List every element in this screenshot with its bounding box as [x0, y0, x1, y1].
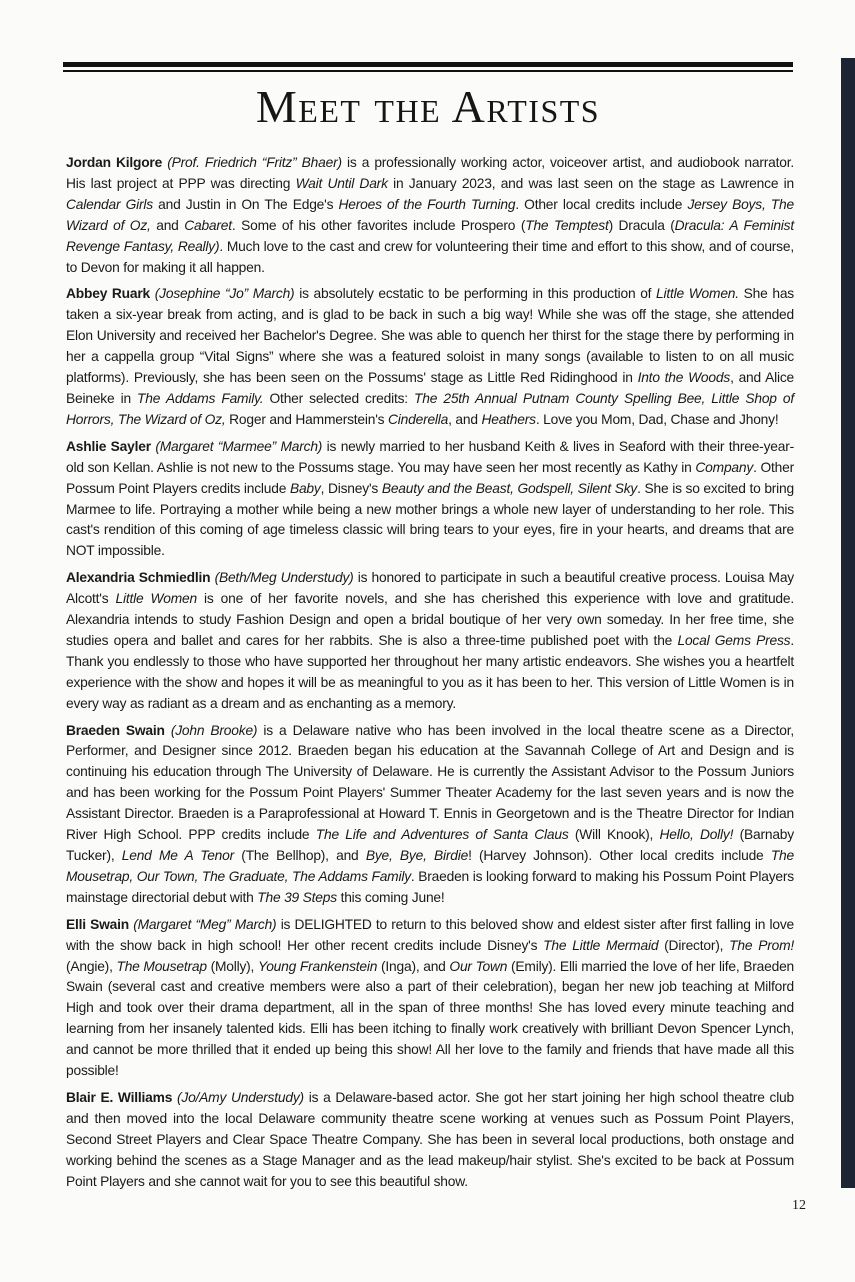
bio-text-run: She has taken a six-year break from acting, and is glad to be back in such a big way! While she was off the stage, she attended Elon University and received her Bachelor's Degree. She was able to quench her thirst for the stage there by performing in her a cappella group “Vital Signs” where she was a featured soloist in many songs (available to listen to on all music platforms). Previously, she has been seen on the Possums' stage as Little Red Ridinghood in [66, 286, 794, 386]
bio-text [66, 286, 794, 426]
bio-text-run: . Thank you endlessly to those who have supported her throughout her many artistic endeavors. She wishes you a heartfelt experience with the show and hopes it will be as meaningful to you as it has been to her. This version of Little Women is in every way as radiant as a dream and as enchanting as a memory. [66, 632, 794, 711]
bio-text-run: (Will Knook), [568, 827, 660, 843]
artist-name: Ashlie Sayler [66, 438, 151, 454]
bio-title-italic: Our Town [449, 958, 508, 974]
artist-role: (John Brooke) [170, 722, 258, 738]
bio-title-italic: The Addams Family. [137, 390, 264, 406]
bio-text-run: is newly married to her husband Keith & lives in Seaford with their three-year-old son Kellan. Ashlie is not new to the Possums stage. You may have seen her most recently as Kathy in [66, 438, 794, 475]
bio-text-run: (Molly), [206, 958, 258, 974]
bio-text-run: (The Bellhop), and [234, 848, 366, 863]
bio-text-run: (Director), [658, 937, 730, 953]
bio-title-italic: The Temptest [525, 217, 609, 233]
bio-text-run: ) Dracula ( [608, 217, 675, 233]
bio-text-run: Roger and Hammerstein's [225, 411, 389, 427]
bio-text-run: ! (Harvey Johnson). Other local credits include [468, 848, 771, 863]
bio-title-italic: Cinderella [388, 411, 449, 427]
bio-text-run: is a Delaware-based actor. She got her start joining her high school theatre club and then moved into the local Delaware community theatre scene working at venues such as Possum Point Players, Second Street Players and Clear Space Theatre Company. She has been in several local productions, both onstage and working behind the scenes as a Stage Manager and as the lead makeup/hair stylist. She's excited to be back at Possum Point Players and she cannot wait for you to see this beautiful show. [66, 1089, 795, 1189]
top-rule-thick [63, 62, 793, 67]
bio-title-italic: The 25th Annual Putnam County Spelling Bee, Little Shop of Horrors, The Wizard of Oz, [66, 390, 794, 427]
artist-role: (Beth/Meg Understudy) [214, 570, 354, 586]
artist-role: (Jo/Amy Understudy) [176, 1089, 304, 1105]
bio-alexandria-schmiedlin [66, 568, 794, 714]
bio-title-italic: The Mousetrap [116, 958, 207, 974]
bio-title-italic: Heroes of the Fourth Turning [338, 196, 516, 212]
bio-title-italic: Beauty and the Beast, Godspell, Silent Sky [381, 480, 638, 496]
bio-text [66, 1090, 794, 1189]
bio-text-run: . Braeden is looking forward to making his Possum Point Players mainstage directorial debut with [66, 868, 794, 905]
bio-title-italic: The Life and Adventures of Santa Claus [315, 827, 569, 843]
bio-abbey-ruark [66, 284, 794, 430]
bio-text-run: (Angie), [66, 958, 117, 974]
bio-text [66, 570, 794, 710]
bio-text-run: is a professionally working actor, voiceover artist, and audiobook narrator. His last project at PPP was directing [66, 155, 794, 191]
bio-text-run: . She is so excited to bring Marmee to life. Portraying a mother while being a new mother brings a whole new layer of understanding to her role. This cast's rendition of this coming of age timeless classic will bring tears to your eyes, fire in your hearts, and dreams that are NOT impossible. [66, 480, 794, 559]
bio-title-italic: The Little Mermaid [543, 937, 659, 953]
bio-text-run: . Love you Mom, Dad, Chase and Jhony! [535, 411, 779, 427]
page-title: Meet the Artists [255, 81, 601, 132]
bio-text-run: is DELIGHTED to return to this beloved show and eldest sister after first falling in love with the show back in high school! Her other recent credits include Disney's [66, 916, 794, 953]
bio-text-run: , and Alice Beineke in [66, 370, 794, 406]
bio-text-run: (Inga), and [377, 958, 450, 974]
bio-text-run: in January 2023, and was last seen on the stage as Lawrence in [387, 175, 794, 191]
page-number: 12 [792, 1198, 806, 1213]
artist-name: Blair E. Williams [66, 1089, 173, 1105]
bio-ashlie-sayler [66, 437, 794, 562]
top-rule-thin [63, 70, 793, 72]
bio-title-italic: Into the Woods [637, 370, 731, 386]
bio-text-run: , and [448, 411, 482, 427]
bio-title-italic: Hello, Dolly! [659, 827, 734, 843]
bio-title-italic: Little Women [115, 591, 197, 607]
bio-text-run: (Barnaby Tucker), [66, 827, 794, 863]
bio-text-run: is one of her favorite novels, and she has cherished this experience with love and gratitude. Alexandria intends to study Fashion Design and open a bridal boutique of her very own someday. In her free time, she studies opera and ballet and cares for her rabbits. She is also a three-time published poet with the [66, 591, 794, 648]
artist-name: Jordan Kilgore [66, 155, 163, 170]
artist-role: (Prof. Friedrich “Fritz” Bhaer) [167, 155, 342, 170]
bio-text-run: Other selected credits: [263, 390, 415, 406]
bio-title-italic: Dracula: A Feminist Revenge Fantasy, Really) [66, 217, 795, 254]
bio-text-run: is a Delaware native who has been involved in the local theatre scene as a Director, Performer, and Designer since 2012. Braeden began his education at the Savannah College of Art and Design and is continuing his education through The University of Delaware. He is currently the Assistant Advisor to the Possum Juniors and has been working for the Possum Point Players' Summer Theater Academy for the last seven years and is now the Assistant Director. Braeden is a Paraprofessional at Howard T. Ennis in Georgetown and is the Theatre Director for Indian River High School. PPP credits include [66, 722, 794, 843]
bio-elli-swain [66, 915, 794, 1082]
bio-title-italic: Local Gems Press [677, 632, 791, 648]
artist-role: (Margaret “Marmee” March) [155, 438, 323, 454]
bio-title-italic: Cabaret [184, 217, 232, 233]
bio-title-italic: Heathers [481, 411, 536, 427]
bio-text-run: is absolutely ecstatic to be performing in this production of [299, 286, 657, 302]
artist-bios [66, 153, 794, 1199]
bio-title-italic: Company [695, 459, 754, 475]
bio-title-italic: The 39 Steps [257, 889, 337, 905]
bio-title-italic: The Prom! [729, 937, 794, 953]
bio-text-run: this coming June! [336, 889, 445, 905]
bio-blair-e-williams [66, 1088, 794, 1193]
artist-name: Alexandria Schmiedlin [66, 570, 211, 586]
bio-title-italic: The Mousetrap, Our Town, The Graduate, The Addams Family [66, 848, 794, 884]
artist-name: Abbey Ruark [66, 286, 151, 302]
bio-title-italic: Bye, Bye, Birdie [365, 848, 469, 863]
bio-text-run: . Other Possum Point Players credits include [66, 459, 794, 496]
bio-title-italic: Calendar Girls [66, 196, 153, 212]
bio-text-run: and [150, 217, 185, 233]
artist-name: Elli Swain [66, 916, 129, 932]
bio-braeden-swain [66, 721, 794, 909]
bio-text-run: . Other local credits include [515, 196, 688, 212]
bio-title-italic: Wait Until Dark [295, 175, 388, 191]
bio-text [66, 439, 794, 559]
bio-text-run: (Emily). Elli married the love of her life, Braeden Swain (several cast and creative members were also a part of their celebration), began her new job teaching at Milford High and took over their drama department, all in the span of three months! She has loved every minute teaching and learning from her insanely talented kids. Elli has been itching to finally work creatively with brilliant Devon Spencer Lynch, and cannot be more thrilled that it ended up being this show! All her love to the family and friends that have made all this possible! [66, 958, 795, 1079]
bio-text-run: , Disney's [320, 480, 382, 496]
page-edge-bar [841, 58, 855, 1188]
artist-role: (Margaret “Meg” March) [133, 916, 277, 932]
bio-title-italic: Baby [289, 480, 321, 496]
bio-title-italic: Little Women. [656, 286, 739, 302]
bio-title-italic: Lend Me A Tenor [121, 848, 235, 863]
bio-text [66, 155, 794, 275]
bio-text [66, 723, 794, 905]
bio-text-run: and Justin in On The Edge's [152, 196, 339, 212]
bio-text-run: . Some of his other favorites include Prospero ( [231, 217, 526, 233]
bio-title-italic: Young Frankenstein [257, 958, 378, 974]
bio-text-run: . Much love to the cast and crew for volunteering their time and effort to this show, and of course, to Devon for making it all happen. [66, 238, 794, 275]
artist-role: (Josephine “Jo” March) [154, 286, 295, 302]
bio-text [66, 917, 794, 1078]
bio-title-italic: Jersey Boys, The Wizard of Oz, [66, 196, 794, 233]
artist-name: Braeden Swain [66, 722, 165, 738]
bio-jordan-kilgore [66, 153, 794, 278]
bio-text-run: is honored to participate in such a beautiful creative process. Louisa May Alcott's [66, 570, 795, 607]
